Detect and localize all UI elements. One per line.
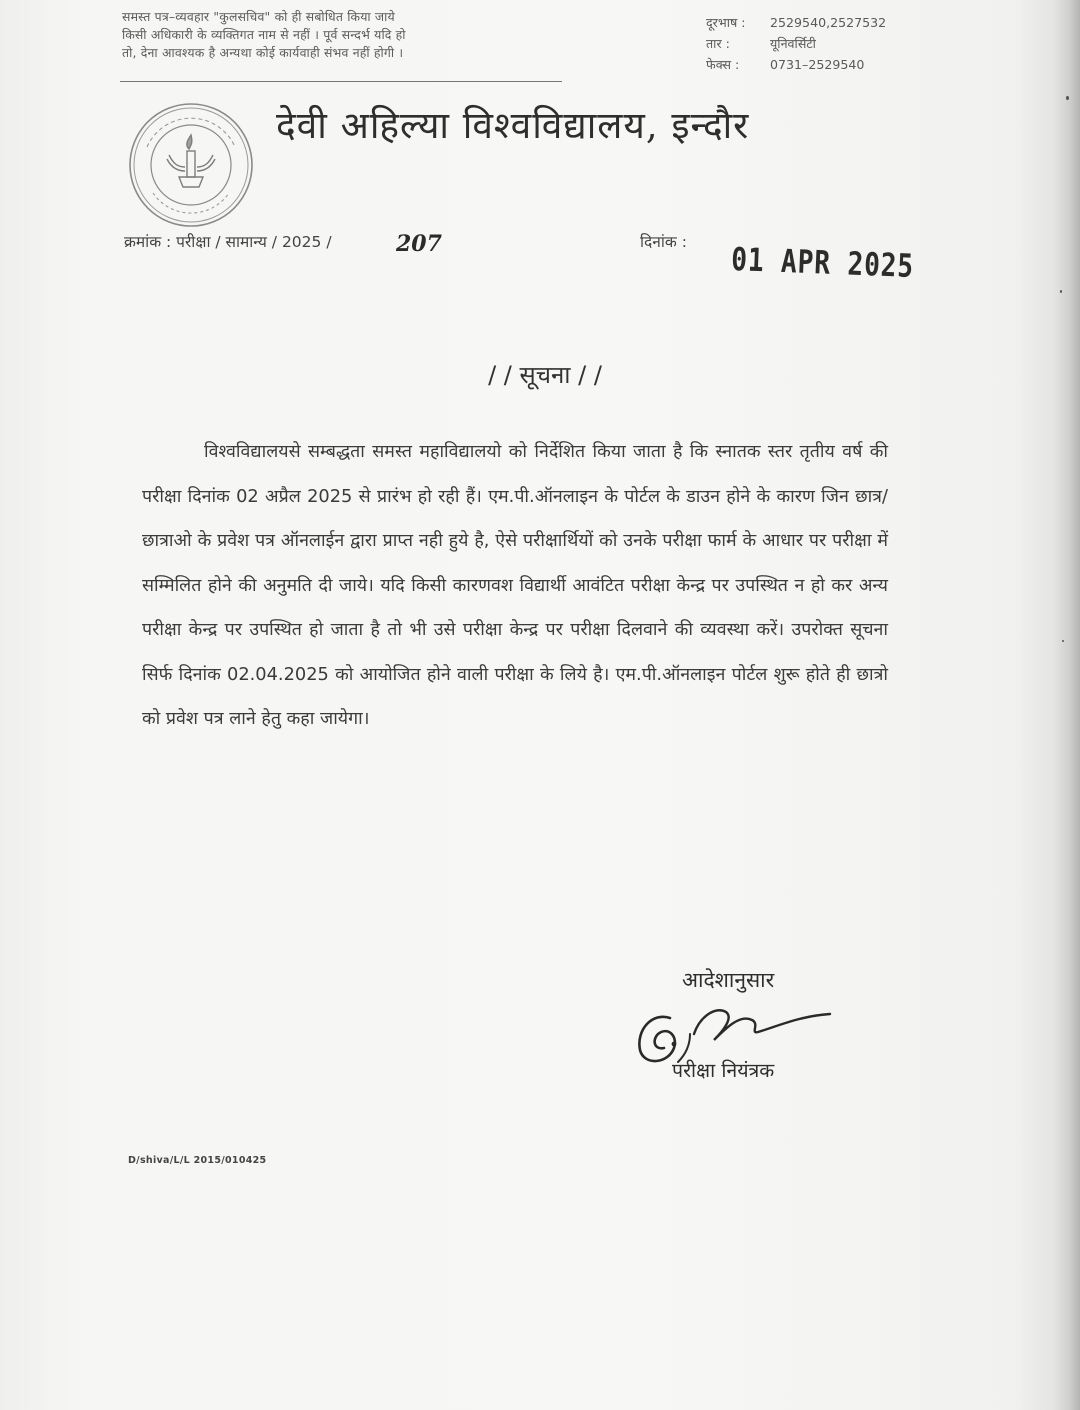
fax-label: फेक्स : bbox=[706, 57, 740, 72]
telegram-value: यूनिवर्सिटी bbox=[770, 36, 816, 51]
by-order-text: आदेशानुसार bbox=[682, 968, 775, 992]
paper-speck bbox=[1066, 96, 1069, 100]
university-seal-icon bbox=[127, 101, 255, 229]
notice-paragraph: विश्वविद्यालयसे सम्बद्धता समस्त महाविद्यालयो को निर्देशित किया जाता है कि स्नातक स्तर तृतीय वर्ष की परीक्षा दिनांक 02 अप्रैल 2025 से प्रारंभ हो रही हैं। एम.पी.ऑनलाइन के पोर्टल के डाउन होने के कारण जिन छात्र/छात्राओ के प्रवेश पत्र ऑनलाईन द्वारा प्राप्त नही हुये है, ऐसे परीक्षार्थियों को उनके परीक्षा फार्म के आधार पर परीक्षा में सम्मिलित होने की अनुमति दी जाये। यदि किसी कारणवश विद्यार्थी आवंटित परीक्षा केन्द्र पर उपस्थित न हो कर अन्य परीक्षा केन्द्र पर उपस्थित हो जाता है तो भी उसे परीक्षा केन्द्र पर परीक्षा दिलवाने की व्यवस्था करें। उपरोक्त सूचना सिर्फ दिनांक 02.04.2025 को आयोजित होने वाली परीक्षा के लिये है। एम.पी.ऑनलाइन पोर्टल शुरू होते ही छात्रो को प्रवेश पत्र लाने हेतु कहा जायेगा। bbox=[142, 441, 888, 729]
notice-title: / / सूचना / / bbox=[488, 361, 602, 389]
phone-label: दूरभाष : bbox=[706, 15, 746, 30]
notice-body bbox=[142, 430, 888, 742]
header-divider bbox=[120, 81, 562, 82]
paper-speck bbox=[1062, 640, 1064, 642]
telegram-label: तार : bbox=[706, 36, 730, 51]
telegram-row bbox=[706, 33, 886, 54]
instruction-line-3: तो, देना आवश्यक है अन्यथा कोई कार्यवाही संभव नहीं होगी । bbox=[122, 45, 404, 60]
reference-label: क्रमांक : परीक्षा / सामान्य / 2025 / bbox=[124, 233, 332, 251]
instruction-line-1: समस्त पत्र–व्यवहार "कुलसचिव" को ही सबोधित किया जाये bbox=[122, 9, 395, 24]
document-code: D/shiva/L/L 2015/010425 bbox=[128, 1155, 267, 1166]
designation-text: परीक्षा नियंत्रक bbox=[672, 1059, 775, 1082]
correspondence-instruction bbox=[122, 8, 562, 62]
contact-details bbox=[706, 12, 886, 75]
signature-block bbox=[630, 960, 890, 1090]
instruction-line-2: किसी अधिकारी के व्यक्तिगत नाम से नहीं । पूर्व सन्दर्भ यदि हो bbox=[122, 27, 406, 42]
paper-speck bbox=[1060, 290, 1062, 293]
phone-row bbox=[706, 12, 886, 33]
date-stamp: 01 APR 2025 bbox=[730, 240, 915, 285]
university-name: देवी अहिल्या विश्वविद्यालय, इन्दौर bbox=[276, 104, 750, 147]
phone-value: 2529540,2527532 bbox=[770, 15, 887, 30]
reference-number: 207 bbox=[396, 231, 442, 257]
fax-value: 0731–2529540 bbox=[770, 57, 865, 72]
fax-row bbox=[706, 54, 886, 75]
date-label: दिनांक : bbox=[640, 233, 687, 251]
